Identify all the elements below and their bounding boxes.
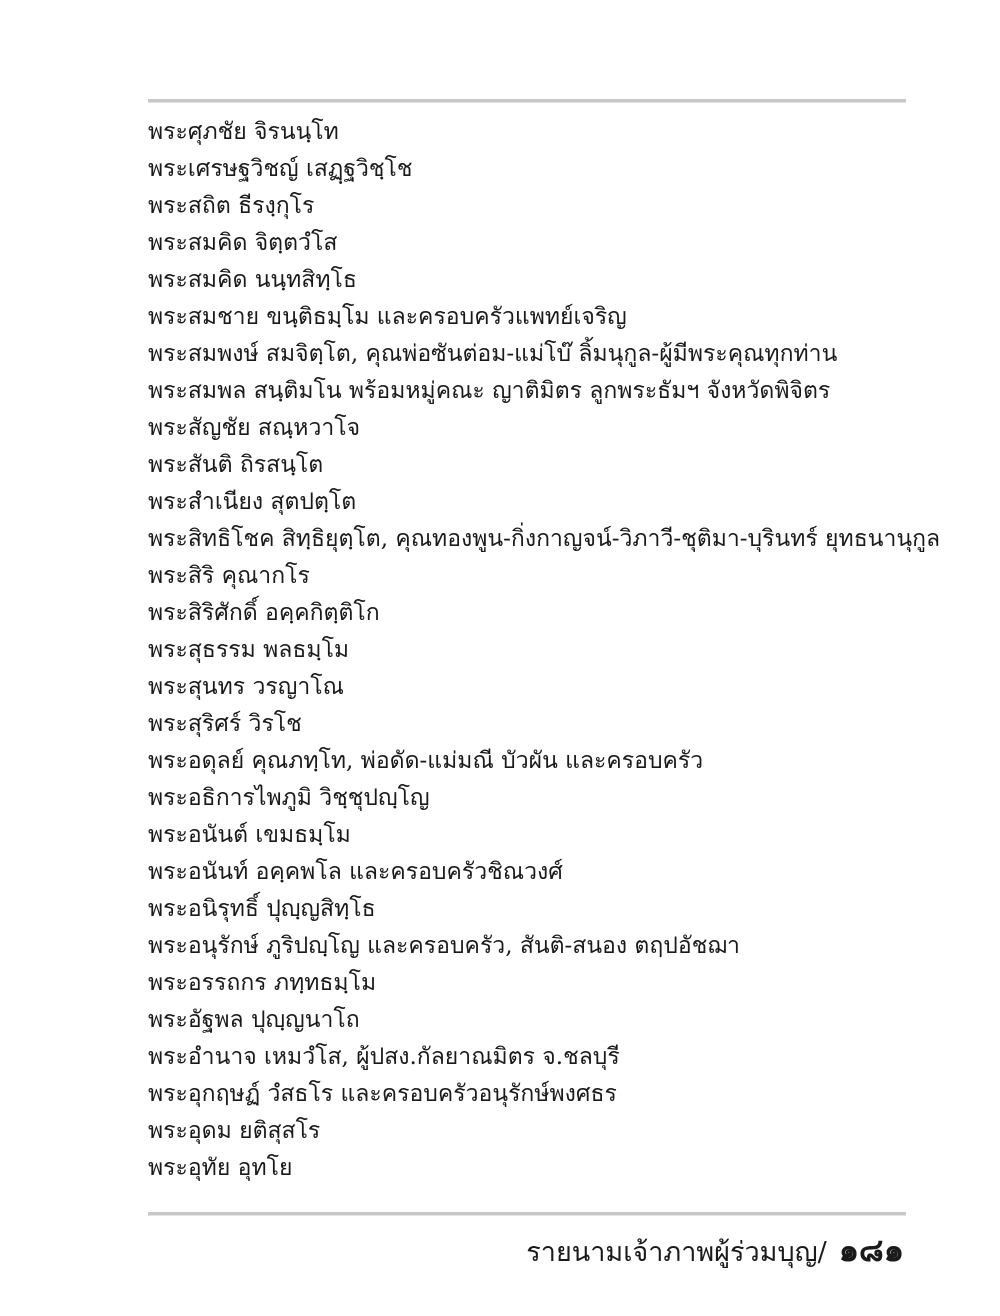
list-item: พระสิริศักดิ์ อคฺคกิตฺติโก (148, 600, 380, 626)
list-item: พระอัฐพล ปุญฺญนาโถ (148, 1007, 360, 1033)
list-item: พระสถิต ธีรงฺกุโร (148, 193, 315, 219)
list-item: พระสำเนียง สุตปตฺโต (148, 489, 357, 515)
list-item: พระอนุรักษ์ ภูริปญฺโญ และครอบครัว, สันติ-สนอง ตฤปอัชฌา (148, 933, 740, 959)
list-item: พระอรรถกร ภทฺทธมฺโม (148, 970, 377, 996)
page-number: ๑๘๑ (838, 1231, 904, 1269)
list-item: พระศุภชัย จิรนนฺโท (148, 119, 339, 145)
list-item: พระสันติ ถิรสนฺโต (148, 452, 324, 478)
list-item: พระสุริศร์ วิรโช (148, 711, 302, 737)
page-footer (526, 1226, 904, 1274)
donor-name-list (148, 114, 941, 1187)
list-item: พระอนันท์ อคฺคพโล และครอบครัวชิณวงศ์ (148, 859, 563, 885)
list-item: พระสุธรรม พลธมฺโม (148, 637, 350, 663)
running-footer-title: รายนามเจ้าภาพผู้ร่วมบุญ/ (526, 1237, 827, 1268)
list-item: พระอุทัย อุทโย (148, 1155, 293, 1181)
list-item: พระเศรษฐวิชญ์ เสฏฺฐวิชฺโช (148, 156, 413, 182)
list-item: พระสัญชัย สณฺหวาโจ (148, 415, 361, 441)
list-item: พระอนิรุทธิ์ ปุญฺญสิทฺโธ (148, 896, 376, 922)
list-item: พระสมคิด จิตฺตวํโส (148, 230, 338, 256)
list-item: พระอดุลย์ คุณภทฺโท, พ่อดัด-แม่มณี บัวผัน และครอบครัว (148, 748, 704, 774)
list-item: พระอุดม ยติสุสโร (148, 1118, 321, 1144)
bottom-divider (148, 1212, 906, 1216)
list-item: พระสิริ คุณากโร (148, 563, 310, 589)
list-item: พระสุนทร วรญาโณ (148, 674, 344, 700)
list-item: พระสมชาย ขนฺติธมฺโม และครอบครัวแพทย์เจริญ (148, 304, 627, 330)
list-item: พระอนันต์ เขมธมฺโม (148, 822, 351, 848)
list-item: พระสมคิด นนฺทสิทฺโธ (148, 267, 357, 293)
list-item: พระอธิการไพภูมิ วิชฺชุปญฺโญ (148, 785, 430, 811)
list-item: พระอุกฤษฏ์ วํสธโร และครอบครัวอนุรักษ์พงศธร (148, 1081, 617, 1107)
list-item: พระสิทธิโชค สิทฺธิยุตฺโต, คุณทองพูน-กิ่งกาญจน์-วิภาวี-ชุติมา-บุรินทร์ ยุทธนานุกูล (148, 526, 941, 552)
list-item: พระอำนาจ เหมวํโส, ผู้ปสง.กัลยาณมิตร จ.ชลบุรี (148, 1044, 620, 1070)
list-item: พระสมพงษ์ สมจิตฺโต, คุณพ่อซันต่อม-แม่โบ๊ ลิ้มนุกูล-ผู้มีพระคุณทุกท่าน (148, 341, 838, 367)
list-item: พระสมพล สนฺติมโน พร้อมหมู่คณะ ญาติมิตร ลูกพระธัมฯ จังหวัดพิจิตร (148, 378, 831, 404)
top-divider (148, 99, 906, 103)
